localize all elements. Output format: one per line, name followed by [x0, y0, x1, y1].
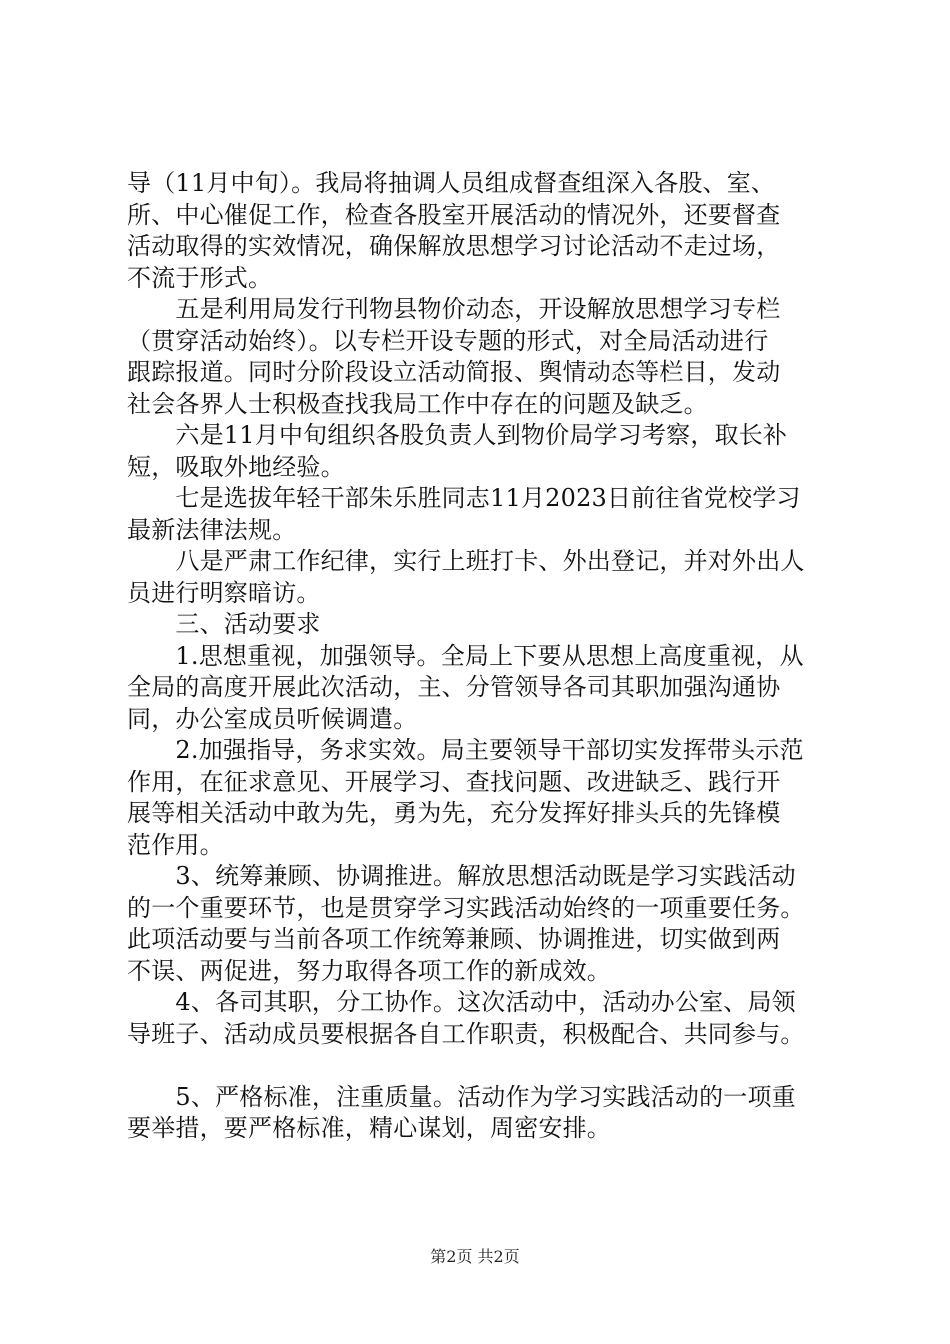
section-heading: 三、活动要求 [127, 610, 321, 638]
text-line: 3、统筹兼顾、协调推进。解放思想活动既是学习实践活动 [127, 862, 796, 890]
text-line: 五是利用局发行刊物县物价动态，开设解放思想学习专栏 [127, 295, 781, 323]
text-line: 活动取得的实效情况，确保解放思想学习讨论活动不走过场， [127, 232, 781, 260]
text-line: 全局的高度开展此次活动，主、分管领导各司其职加强沟通协 [127, 673, 781, 701]
text-line: 导班子、活动成员要根据各自工作职责，积极配合、共同参与。 [127, 1019, 805, 1048]
blank-line [127, 1050, 847, 1082]
text-line: 最新法律法规。 [127, 515, 297, 544]
text-line: 作用，在征求意见、开展学习、查找问题、改进缺乏、践行开 [127, 767, 781, 796]
text-line: 社会各界人士积极查找我局工作中存在的问题及缺乏。 [127, 389, 708, 418]
text-line: 2.加强指导，务求实效。局主要领导干部切实发挥带头示范 [127, 736, 804, 764]
text-line: 所、中心催促工作，检查各股室开展活动的情况外，还要督查 [127, 200, 781, 229]
text-line: 要举措，要严格标准，精心谋划，周密安排。 [127, 1114, 611, 1142]
text-line: 展等相关活动中敢为先，勇为先，充分发挥好排头兵的先锋模 [127, 799, 781, 827]
text-line: 六是11月中旬组织各股负责人到物价局学习考察，取长补 [127, 421, 788, 449]
text-line: （贯穿活动始终）。以专栏开设专题的形式，对全局活动进行 [127, 326, 769, 355]
text-line: 不流于形式。 [127, 263, 273, 292]
text-line: 短，吸取外地经验。 [127, 452, 345, 481]
text-line: 1.思想重视，加强领导。全局上下要从思想上高度重视，从 [127, 641, 804, 670]
text-line: 4、各司其职，分工协作。这次活动中，活动办公室、局领 [127, 988, 796, 1016]
text-line: 5、严格标准，注重质量。活动作为学习实践活动的一项重 [127, 1082, 796, 1111]
text-line: 跟踪报道。同时分阶段设立活动简报、舆情动态等栏目，发动 [127, 358, 781, 386]
text-line: 员进行明察暗访。 [127, 578, 321, 607]
text-line: 七是选拔年轻干部朱乐胜同志11月2023日前往省党校学习 [127, 484, 801, 512]
text-line: 导（11月中旬）。我局将抽调人员组成督查组深入各股、室、 [127, 169, 776, 197]
text-line: 范作用。 [127, 830, 224, 859]
page-number-footer: 第2页 共2页 [430, 1247, 520, 1266]
document-body [127, 168, 847, 1145]
text-line: 不误、两促进，努力取得各项工作的新成效。 [127, 956, 611, 985]
text-line: 此项活动要与当前各项工作统筹兼顾、协调推进，切实做到两 [127, 925, 781, 953]
text-line: 同，办公室成员听候调遣。 [127, 704, 418, 733]
text-line: 的一个重要环节，也是贯穿学习实践活动始终的一项重要任务。 [127, 893, 805, 922]
text-line: 八是严肃工作纪律，实行上班打卡、外出登记，并对外出人 [127, 547, 805, 575]
